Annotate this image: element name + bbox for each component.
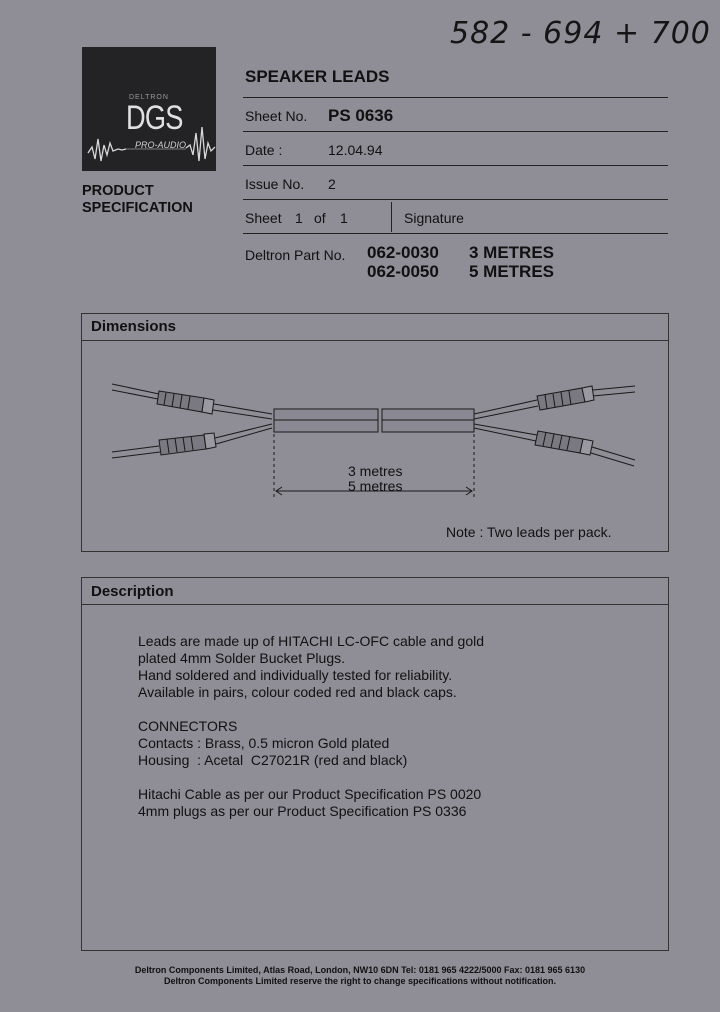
right-bottom-plug [474,424,635,466]
handwritten-note: 582 - 694 + 700 [450,16,711,51]
signature-label: Signature [404,210,464,226]
description-line: Available in pairs, colour coded red and black caps. [138,684,457,700]
part-length-2: 5 METRES [469,262,555,281]
dimensions-heading: Dimensions [91,318,177,335]
signature-divider [391,202,392,232]
description-line [138,701,484,718]
rule [243,131,668,132]
left-top-plug [112,384,272,419]
logo-brand: DGS [126,99,183,137]
pack-note: Note : Two leads per pack. [446,524,612,540]
dimensions-panel [81,313,669,552]
speaker-lead-drawing [82,314,668,551]
product-label: PRODUCT [82,183,154,199]
sheet-total: 1 [340,210,348,226]
left-bottom-plug [112,424,272,458]
description-line: Housing : Acetal C27021R (red and black) [138,752,408,768]
description-line: CONNECTORS [138,718,238,734]
sheet-number: 1 [295,210,303,226]
issue-value: 2 [328,176,336,192]
rule [243,233,668,234]
sheet-no-value: PS 0636 [328,106,394,125]
description-panel [81,577,669,951]
description-line [138,769,484,786]
description-line: Contacts : Brass, 0.5 micron Gold plated [138,735,390,751]
rule [243,165,668,166]
sheet-no-label: Sheet No. [245,108,308,124]
description-heading: Description [91,583,174,600]
description-line: plated 4mm Solder Bucket Plugs. [138,650,345,666]
description-line: Leads are made up of HITACHI LC-OFC cable and gold [138,633,485,649]
length-5m: 5 metres [348,478,403,494]
document-title: SPEAKER LEADS [245,67,390,86]
sheet-of: of [314,210,326,226]
footer-disclaimer: Deltron Components Limited reserve the right to change specifications without notification. [163,976,557,986]
description-line: 4mm plugs as per our Product Specification PS 0336 [138,803,467,819]
description-line: Hitachi Cable as per our Product Specification PS 0020 [138,786,482,802]
dgs-logo [82,47,216,171]
right-top-plug [474,386,635,419]
issue-label: Issue No. [245,176,305,192]
panel-rule [82,604,668,605]
footer-address: Deltron Components Limited, Atlas Road, London, NW10 6DN Tel: 0181 965 4222/5000 Fax: 0181 965 6130 [134,965,586,975]
sheet-label: Sheet [245,210,282,226]
logo-sub: PRO-AUDIO [135,140,187,150]
product-specification-title [82,183,193,217]
part-no-label: Deltron Part No. [245,247,346,263]
rule [243,199,668,200]
part-code-1: 062-0030 [367,243,439,262]
description-body [138,633,484,820]
description-line: Hand soldered and individually tested for reliability. [138,667,453,683]
length-3m: 3 metres [348,463,403,479]
logo-small-text: DELTRON [129,94,169,101]
rule [243,97,668,98]
part-length-1: 3 METRES [469,243,555,262]
part-code-2: 062-0050 [367,262,439,281]
date-label: Date : [245,142,283,158]
date-value: 12.04.94 [328,142,383,158]
specification-label: SPECIFICATION [82,200,193,216]
